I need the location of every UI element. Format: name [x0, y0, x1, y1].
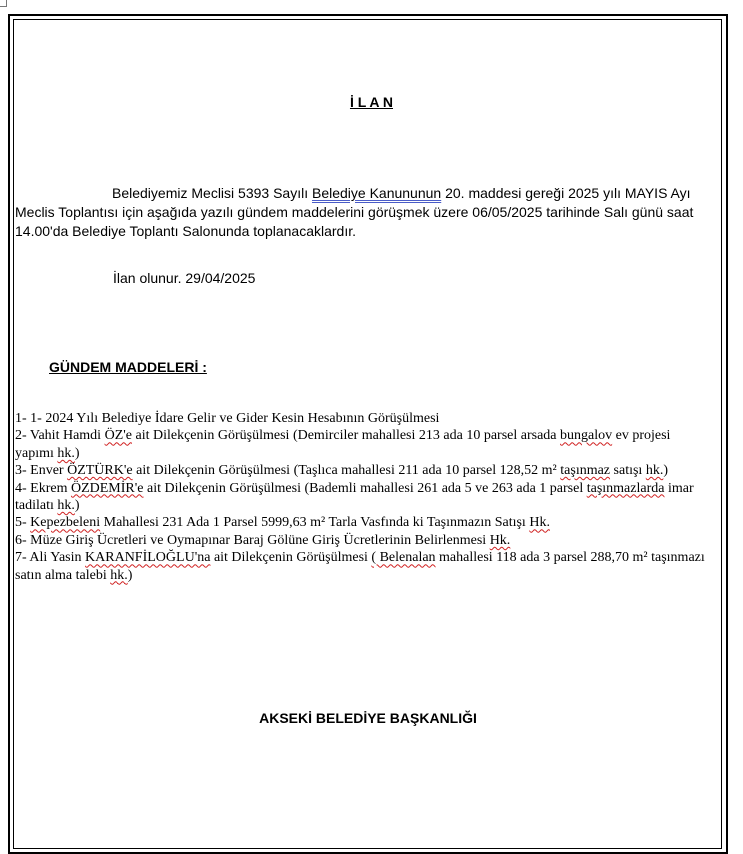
- agenda-item-text: ait Dilekçenin Görüşülmesi (Taşlıca mahallesi 211 ada 10 parsel 128,52 m²: [132, 463, 561, 479]
- agenda-item-4: [15, 480, 705, 515]
- agenda-item-text: ): [74, 498, 80, 514]
- person-name: KARANFİLOĞLU'na: [85, 550, 211, 566]
- intro-paragraph: [15, 184, 705, 241]
- person-name: ÖZTÜRK'e: [67, 463, 133, 479]
- agenda-item-text: Mahallesi 231 Ada 1 Parsel 5999,63 m² Tarla Vasfında ki Taşınmazın Satışı: [100, 515, 530, 531]
- agenda-item-text: 1- 1- 2024 Yılı Belediye İdare Gelir ve Gider Kesin Hesabının Görüşülmesi: [15, 411, 440, 426]
- intro-text-part1: Belediyemiz Meclisi 5393 Sayılı: [112, 185, 312, 201]
- place-name: ( Belenalan: [371, 550, 436, 566]
- agenda-list: [15, 410, 705, 584]
- flagged-word: Hk.: [529, 515, 550, 531]
- flagged-word: taşınmazlarda: [586, 480, 665, 496]
- flagged-word: hk.: [57, 498, 75, 514]
- page-corner-marker: [0, 0, 7, 7]
- agenda-heading: GÜNDEM MADDELERİ :: [49, 359, 207, 375]
- flagged-word: taşınmaz: [560, 463, 611, 479]
- flagged-word: hk.: [645, 463, 664, 479]
- agenda-item-text: ev projesi yapımı: [15, 428, 671, 461]
- agenda-item-5: [15, 514, 705, 531]
- agenda-item-1: [15, 410, 705, 427]
- agenda-item-3: [15, 462, 705, 479]
- agenda-item-text: ait Dilekçenin Görüşülmesi: [210, 550, 372, 566]
- announcement-date: İlan olunur. 29/04/2025: [113, 270, 256, 286]
- intro-text-part2: 20. maddesi gereği 2025 yılı MAYIS Ayı Meclis Toplantısı için aşağıda yazılı gündem maddelerini görüşmek üzere 06/05/2025 tarihinde Salı günü saat 14.00'da Belediye Toplantı Salonunda toplanacaklardır.: [15, 185, 694, 239]
- flagged-word: Hk.: [489, 532, 511, 548]
- agenda-item-text: ait Dilekçenin Görüşülmesi (Demirciler mahallesi 213 ada 10 parsel arsada: [131, 428, 561, 444]
- agenda-item-text: 2- Vahit Hamdi: [15, 428, 105, 444]
- agenda-item-text: imar tadilatı: [15, 480, 694, 514]
- flagged-word: bungalov: [560, 428, 613, 444]
- agenda-item-2: [15, 427, 705, 462]
- agenda-item-7: [15, 549, 705, 584]
- issuer-signature: AKSEKİ BELEDİYE BAŞKANLIĞI: [259, 710, 477, 726]
- flagged-word: hk.: [110, 567, 128, 583]
- agenda-item-text: 4- Ekrem: [15, 480, 71, 496]
- agenda-item-text: ): [663, 463, 668, 479]
- person-name: ÖZDEMİR'e: [70, 480, 144, 496]
- place-name: Kepezbeleni: [30, 515, 101, 531]
- agenda-item-text: 7- Ali Yasin: [15, 550, 86, 566]
- agenda-item-text: ): [127, 567, 133, 583]
- agenda-item-text: satışı: [610, 463, 646, 479]
- person-name: ÖZ'e: [104, 428, 132, 444]
- agenda-item-text: ): [74, 445, 80, 461]
- document-title: İ L A N: [349, 94, 394, 110]
- agenda-item-text: 6- Müze Giriş Ücretleri ve Oymapınar Baraj Gölüne Giriş Ücretlerinin Belirlenmesi: [15, 532, 490, 548]
- agenda-item-6: [15, 532, 705, 549]
- agenda-item-text: mahallesi 118 ada 3 parsel 288,70 m² taşınmazı satın alma talebi: [15, 550, 705, 583]
- agenda-item-text: 5-: [15, 515, 31, 531]
- agenda-item-text: 3- Enver: [15, 463, 68, 479]
- flagged-word: hk.: [57, 445, 75, 461]
- agenda-item-text: ait Dilekçenin Görüşülmesi (Bademli mahallesi 261 ada 5 ve 263 ada 1 parsel: [143, 480, 587, 496]
- intro-law-name: Belediye Kanununun: [311, 185, 442, 201]
